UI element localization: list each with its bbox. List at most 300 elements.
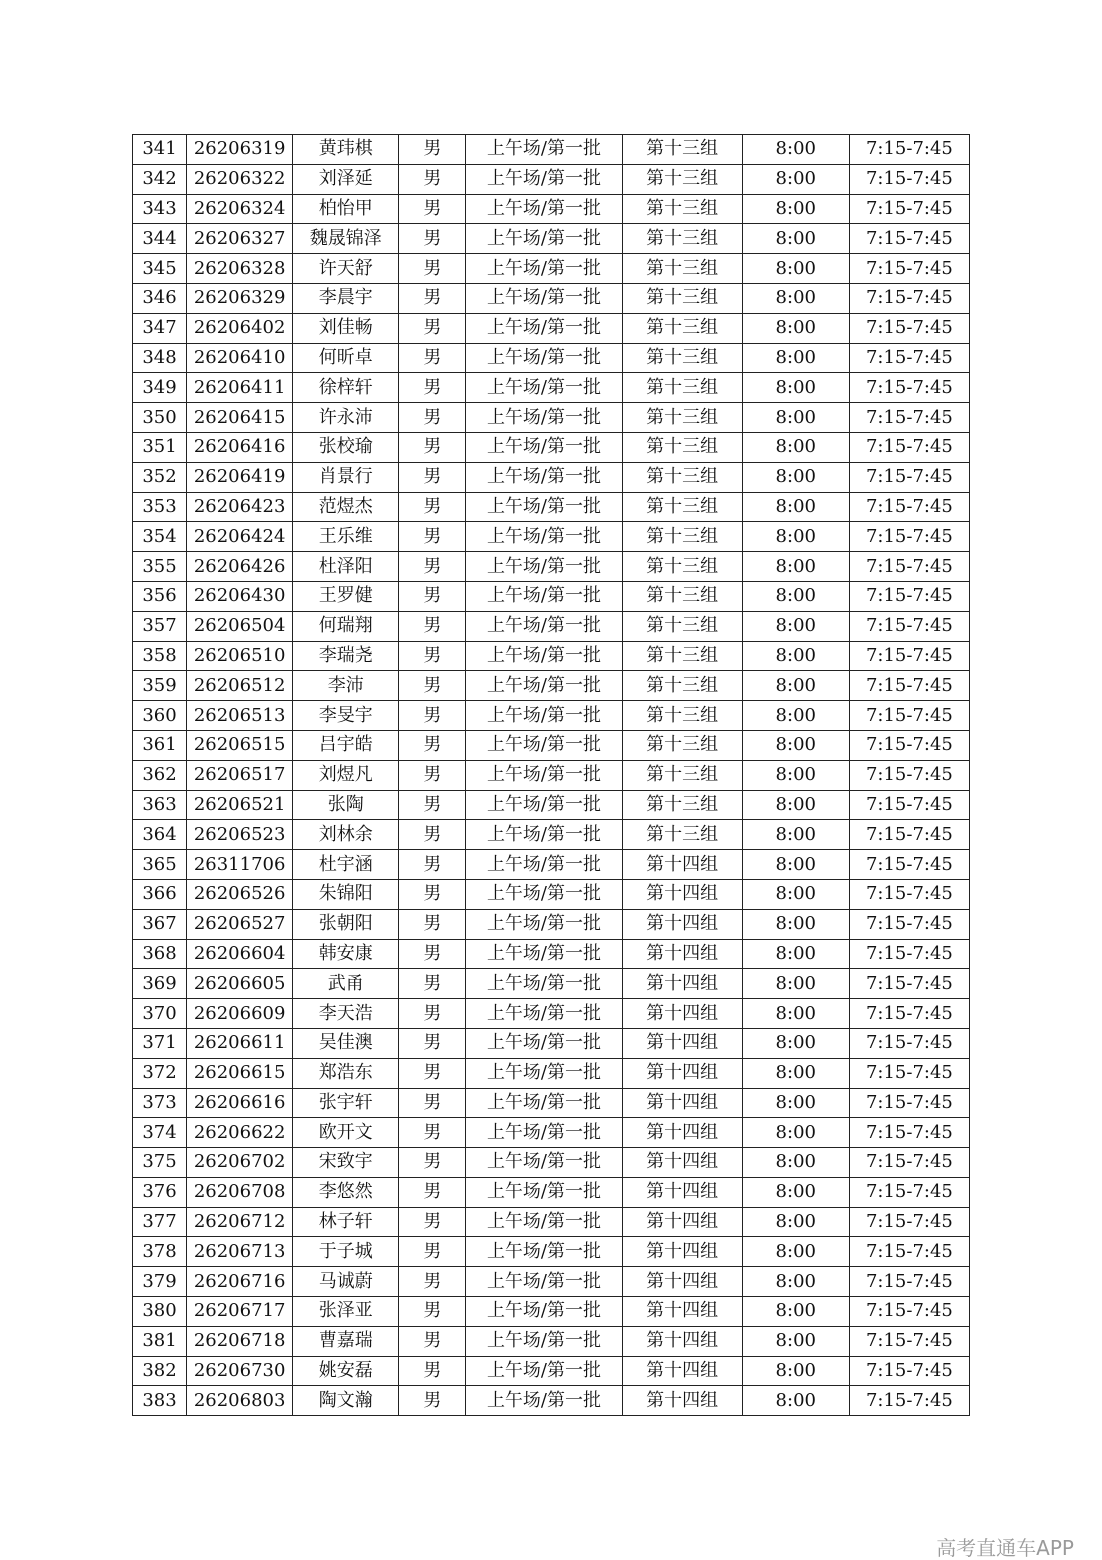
cell-checkin-time: 7:15-7:45 [849,1088,969,1118]
cell-gender: 男 [399,1118,466,1148]
cell-session: 上午场/第一批 [466,1058,622,1088]
cell-gender: 男 [399,1267,466,1297]
cell-group: 第十四组 [622,1118,742,1148]
cell-start-time: 8:00 [742,701,849,731]
cell-exam-id: 26206327 [187,224,293,254]
cell-session: 上午场/第一批 [466,701,622,731]
table-row [133,1326,970,1356]
cell-start-time: 8:00 [742,1088,849,1118]
cell-checkin-time: 7:15-7:45 [849,939,969,969]
cell-session: 上午场/第一批 [466,581,622,611]
cell-checkin-time: 7:15-7:45 [849,283,969,313]
cell-gender: 男 [399,1326,466,1356]
table-row [133,403,970,433]
cell-exam-id: 26206411 [187,373,293,403]
cell-checkin-time: 7:15-7:45 [849,254,969,284]
cell-name: 刘林余 [293,820,399,850]
cell-name: 刘佳畅 [293,313,399,343]
cell-group: 第十四组 [622,1267,742,1297]
cell-checkin-time: 7:15-7:45 [849,1326,969,1356]
cell-index: 344 [133,224,187,254]
cell-exam-id: 26206712 [187,1207,293,1237]
cell-checkin-time: 7:15-7:45 [849,730,969,760]
cell-exam-id: 26206616 [187,1088,293,1118]
cell-session: 上午场/第一批 [466,373,622,403]
cell-session: 上午场/第一批 [466,492,622,522]
cell-group: 第十三组 [622,343,742,373]
cell-checkin-time: 7:15-7:45 [849,1356,969,1386]
cell-gender: 男 [399,224,466,254]
cell-session: 上午场/第一批 [466,313,622,343]
cell-name: 曹嘉瑞 [293,1326,399,1356]
table-row [133,1118,970,1148]
cell-start-time: 8:00 [742,1297,849,1327]
cell-name: 李沛 [293,671,399,701]
cell-name: 吴佳澳 [293,1028,399,1058]
cell-name: 李晨宇 [293,283,399,313]
cell-name: 王乐维 [293,522,399,552]
cell-session: 上午场/第一批 [466,432,622,462]
cell-session: 上午场/第一批 [466,552,622,582]
cell-checkin-time: 7:15-7:45 [849,1028,969,1058]
cell-checkin-time: 7:15-7:45 [849,969,969,999]
table-row [133,1028,970,1058]
cell-start-time: 8:00 [742,939,849,969]
cell-exam-id: 26206517 [187,760,293,790]
table-row [133,581,970,611]
cell-index: 376 [133,1177,187,1207]
cell-gender: 男 [399,909,466,939]
table-row [133,820,970,850]
table-row [133,373,970,403]
cell-start-time: 8:00 [742,343,849,373]
cell-exam-id: 26206430 [187,581,293,611]
cell-index: 380 [133,1297,187,1327]
cell-start-time: 8:00 [742,850,849,880]
cell-group: 第十三组 [622,135,742,165]
cell-start-time: 8:00 [742,552,849,582]
cell-checkin-time: 7:15-7:45 [849,135,969,165]
cell-exam-id: 26206513 [187,701,293,731]
cell-session: 上午场/第一批 [466,254,622,284]
cell-session: 上午场/第一批 [466,462,622,492]
cell-index: 372 [133,1058,187,1088]
cell-exam-id: 26206322 [187,164,293,194]
cell-session: 上午场/第一批 [466,1148,622,1178]
cell-start-time: 8:00 [742,283,849,313]
cell-index: 353 [133,492,187,522]
cell-name: 李瑞尧 [293,641,399,671]
cell-name: 王罗健 [293,581,399,611]
cell-group: 第十三组 [622,432,742,462]
cell-start-time: 8:00 [742,403,849,433]
cell-exam-id: 26311706 [187,850,293,880]
cell-checkin-time: 7:15-7:45 [849,403,969,433]
cell-exam-id: 26206504 [187,611,293,641]
cell-checkin-time: 7:15-7:45 [849,641,969,671]
cell-start-time: 8:00 [742,492,849,522]
cell-index: 378 [133,1237,187,1267]
cell-group: 第十四组 [622,999,742,1029]
cell-gender: 男 [399,254,466,284]
cell-group: 第十三组 [622,164,742,194]
cell-name: 张陶 [293,790,399,820]
table-row [133,701,970,731]
cell-index: 352 [133,462,187,492]
table-row [133,999,970,1029]
cell-name: 刘泽延 [293,164,399,194]
cell-index: 367 [133,909,187,939]
cell-checkin-time: 7:15-7:45 [849,373,969,403]
cell-group: 第十三组 [622,522,742,552]
cell-session: 上午场/第一批 [466,671,622,701]
cell-start-time: 8:00 [742,1058,849,1088]
table-row [133,194,970,224]
table-row [133,135,970,165]
cell-name: 黄玮棋 [293,135,399,165]
cell-checkin-time: 7:15-7:45 [849,224,969,254]
cell-name: 宋致宇 [293,1148,399,1178]
cell-exam-id: 26206510 [187,641,293,671]
cell-session: 上午场/第一批 [466,939,622,969]
table-row [133,254,970,284]
cell-start-time: 8:00 [742,641,849,671]
cell-start-time: 8:00 [742,432,849,462]
table-row [133,671,970,701]
table-row [133,343,970,373]
cell-group: 第十四组 [622,1386,742,1416]
cell-start-time: 8:00 [742,909,849,939]
cell-index: 351 [133,432,187,462]
table-row [133,224,970,254]
cell-group: 第十四组 [622,969,742,999]
cell-checkin-time: 7:15-7:45 [849,164,969,194]
cell-start-time: 8:00 [742,254,849,284]
cell-checkin-time: 7:15-7:45 [849,611,969,641]
cell-start-time: 8:00 [742,999,849,1029]
cell-checkin-time: 7:15-7:45 [849,1177,969,1207]
cell-group: 第十三组 [622,373,742,403]
cell-index: 341 [133,135,187,165]
cell-exam-id: 26206328 [187,254,293,284]
cell-session: 上午场/第一批 [466,790,622,820]
cell-group: 第十四组 [622,1237,742,1267]
cell-gender: 男 [399,1028,466,1058]
cell-start-time: 8:00 [742,313,849,343]
cell-checkin-time: 7:15-7:45 [849,1386,969,1416]
cell-exam-id: 26206605 [187,969,293,999]
cell-checkin-time: 7:15-7:45 [849,343,969,373]
cell-exam-id: 26206426 [187,552,293,582]
cell-index: 343 [133,194,187,224]
cell-start-time: 8:00 [742,1118,849,1148]
cell-group: 第十四组 [622,879,742,909]
cell-exam-id: 26206416 [187,432,293,462]
schedule-table-body [133,135,970,1416]
cell-session: 上午场/第一批 [466,1237,622,1267]
cell-group: 第十三组 [622,194,742,224]
cell-name: 吕宇皓 [293,730,399,760]
table-row [133,1297,970,1327]
cell-group: 第十三组 [622,462,742,492]
cell-name: 郑浩东 [293,1058,399,1088]
cell-name: 何昕卓 [293,343,399,373]
cell-gender: 男 [399,462,466,492]
schedule-table [132,134,970,1416]
cell-gender: 男 [399,879,466,909]
cell-group: 第十四组 [622,1326,742,1356]
cell-group: 第十三组 [622,701,742,731]
cell-name: 韩安康 [293,939,399,969]
cell-gender: 男 [399,641,466,671]
table-row [133,1386,970,1416]
cell-exam-id: 26206527 [187,909,293,939]
cell-checkin-time: 7:15-7:45 [849,701,969,731]
cell-gender: 男 [399,1148,466,1178]
cell-session: 上午场/第一批 [466,820,622,850]
cell-gender: 男 [399,492,466,522]
cell-exam-id: 26206713 [187,1237,293,1267]
cell-checkin-time: 7:15-7:45 [849,522,969,552]
cell-exam-id: 26206526 [187,879,293,909]
cell-group: 第十四组 [622,1028,742,1058]
cell-gender: 男 [399,194,466,224]
cell-index: 382 [133,1356,187,1386]
cell-exam-id: 26206523 [187,820,293,850]
cell-gender: 男 [399,313,466,343]
cell-gender: 男 [399,1297,466,1327]
cell-index: 357 [133,611,187,641]
cell-checkin-time: 7:15-7:45 [849,671,969,701]
cell-session: 上午场/第一批 [466,611,622,641]
cell-start-time: 8:00 [742,1028,849,1058]
cell-name: 魏晟锦泽 [293,224,399,254]
cell-exam-id: 26206423 [187,492,293,522]
cell-index: 349 [133,373,187,403]
cell-start-time: 8:00 [742,462,849,492]
cell-exam-id: 26206622 [187,1118,293,1148]
cell-exam-id: 26206515 [187,730,293,760]
cell-name: 许天舒 [293,254,399,284]
cell-start-time: 8:00 [742,522,849,552]
cell-index: 375 [133,1148,187,1178]
table-row [133,939,970,969]
cell-start-time: 8:00 [742,820,849,850]
cell-exam-id: 26206410 [187,343,293,373]
cell-session: 上午场/第一批 [466,641,622,671]
cell-checkin-time: 7:15-7:45 [849,432,969,462]
cell-name: 许永沛 [293,403,399,433]
cell-checkin-time: 7:15-7:45 [849,1118,969,1148]
cell-name: 林子轩 [293,1207,399,1237]
cell-session: 上午场/第一批 [466,1088,622,1118]
cell-gender: 男 [399,581,466,611]
cell-gender: 男 [399,135,466,165]
table-row [133,730,970,760]
cell-checkin-time: 7:15-7:45 [849,790,969,820]
cell-group: 第十四组 [622,850,742,880]
table-row [133,1058,970,1088]
cell-exam-id: 26206803 [187,1386,293,1416]
cell-session: 上午场/第一批 [466,1118,622,1148]
cell-index: 370 [133,999,187,1029]
cell-group: 第十三组 [622,790,742,820]
cell-name: 杜泽阳 [293,552,399,582]
cell-exam-id: 26206512 [187,671,293,701]
cell-start-time: 8:00 [742,1356,849,1386]
cell-gender: 男 [399,552,466,582]
cell-group: 第十四组 [622,1297,742,1327]
cell-start-time: 8:00 [742,1326,849,1356]
cell-index: 358 [133,641,187,671]
table-row [133,850,970,880]
cell-gender: 男 [399,432,466,462]
cell-gender: 男 [399,343,466,373]
cell-name: 肖景行 [293,462,399,492]
cell-start-time: 8:00 [742,373,849,403]
cell-name: 张朝阳 [293,909,399,939]
cell-session: 上午场/第一批 [466,1267,622,1297]
table-row [133,522,970,552]
cell-checkin-time: 7:15-7:45 [849,462,969,492]
cell-exam-id: 26206319 [187,135,293,165]
cell-group: 第十四组 [622,1356,742,1386]
cell-gender: 男 [399,790,466,820]
cell-checkin-time: 7:15-7:45 [849,581,969,611]
table-row [133,1148,970,1178]
table-row [133,969,970,999]
cell-start-time: 8:00 [742,969,849,999]
cell-group: 第十三组 [622,671,742,701]
table-row [133,552,970,582]
cell-start-time: 8:00 [742,1177,849,1207]
cell-start-time: 8:00 [742,671,849,701]
cell-checkin-time: 7:15-7:45 [849,313,969,343]
cell-index: 350 [133,403,187,433]
cell-session: 上午场/第一批 [466,1297,622,1327]
cell-exam-id: 26206415 [187,403,293,433]
cell-exam-id: 26206424 [187,522,293,552]
cell-index: 379 [133,1267,187,1297]
cell-name: 于子城 [293,1237,399,1267]
cell-start-time: 8:00 [742,730,849,760]
cell-session: 上午场/第一批 [466,999,622,1029]
cell-session: 上午场/第一批 [466,760,622,790]
cell-name: 李旻宇 [293,701,399,731]
cell-session: 上午场/第一批 [466,969,622,999]
table-row [133,909,970,939]
cell-checkin-time: 7:15-7:45 [849,1058,969,1088]
table-row [133,492,970,522]
cell-name: 武甬 [293,969,399,999]
cell-exam-id: 26206324 [187,194,293,224]
cell-checkin-time: 7:15-7:45 [849,879,969,909]
cell-start-time: 8:00 [742,879,849,909]
cell-group: 第十三组 [622,641,742,671]
cell-start-time: 8:00 [742,760,849,790]
cell-name: 柏怡甲 [293,194,399,224]
cell-gender: 男 [399,1058,466,1088]
cell-checkin-time: 7:15-7:45 [849,1237,969,1267]
cell-group: 第十三组 [622,760,742,790]
cell-index: 347 [133,313,187,343]
cell-session: 上午场/第一批 [466,522,622,552]
cell-name: 李天浩 [293,999,399,1029]
cell-group: 第十四组 [622,1058,742,1088]
cell-checkin-time: 7:15-7:45 [849,760,969,790]
cell-session: 上午场/第一批 [466,283,622,313]
cell-exam-id: 26206419 [187,462,293,492]
table-row [133,1356,970,1386]
cell-name: 姚安磊 [293,1356,399,1386]
cell-checkin-time: 7:15-7:45 [849,850,969,880]
cell-group: 第十三组 [622,283,742,313]
cell-name: 杜宇涵 [293,850,399,880]
cell-index: 381 [133,1326,187,1356]
table-row [133,313,970,343]
cell-index: 364 [133,820,187,850]
table-row [133,790,970,820]
cell-start-time: 8:00 [742,611,849,641]
cell-gender: 男 [399,671,466,701]
cell-gender: 男 [399,403,466,433]
cell-index: 361 [133,730,187,760]
cell-index: 383 [133,1386,187,1416]
cell-gender: 男 [399,1207,466,1237]
watermark: 高考直通车APP [936,1536,1074,1560]
cell-index: 345 [133,254,187,284]
table-row [133,1177,970,1207]
cell-checkin-time: 7:15-7:45 [849,820,969,850]
cell-session: 上午场/第一批 [466,879,622,909]
cell-index: 348 [133,343,187,373]
cell-exam-id: 26206708 [187,1177,293,1207]
cell-gender: 男 [399,730,466,760]
cell-group: 第十三组 [622,224,742,254]
cell-name: 徐梓轩 [293,373,399,403]
cell-group: 第十四组 [622,1207,742,1237]
cell-gender: 男 [399,164,466,194]
cell-session: 上午场/第一批 [466,343,622,373]
cell-index: 362 [133,760,187,790]
cell-gender: 男 [399,939,466,969]
cell-name: 陶文瀚 [293,1386,399,1416]
cell-checkin-time: 7:15-7:45 [849,1267,969,1297]
cell-session: 上午场/第一批 [466,1028,622,1058]
cell-index: 355 [133,552,187,582]
cell-exam-id: 26206717 [187,1297,293,1327]
cell-session: 上午场/第一批 [466,1326,622,1356]
cell-group: 第十三组 [622,254,742,284]
cell-session: 上午场/第一批 [466,135,622,165]
table-row [133,879,970,909]
table-row [133,462,970,492]
cell-start-time: 8:00 [742,224,849,254]
cell-gender: 男 [399,760,466,790]
cell-gender: 男 [399,1356,466,1386]
cell-gender: 男 [399,850,466,880]
cell-gender: 男 [399,701,466,731]
cell-start-time: 8:00 [742,135,849,165]
cell-start-time: 8:00 [742,164,849,194]
cell-name: 马诚蔚 [293,1267,399,1297]
cell-name: 张宇轩 [293,1088,399,1118]
cell-name: 欧开文 [293,1118,399,1148]
cell-group: 第十三组 [622,492,742,522]
cell-session: 上午场/第一批 [466,1386,622,1416]
cell-gender: 男 [399,1088,466,1118]
cell-name: 张泽亚 [293,1297,399,1327]
